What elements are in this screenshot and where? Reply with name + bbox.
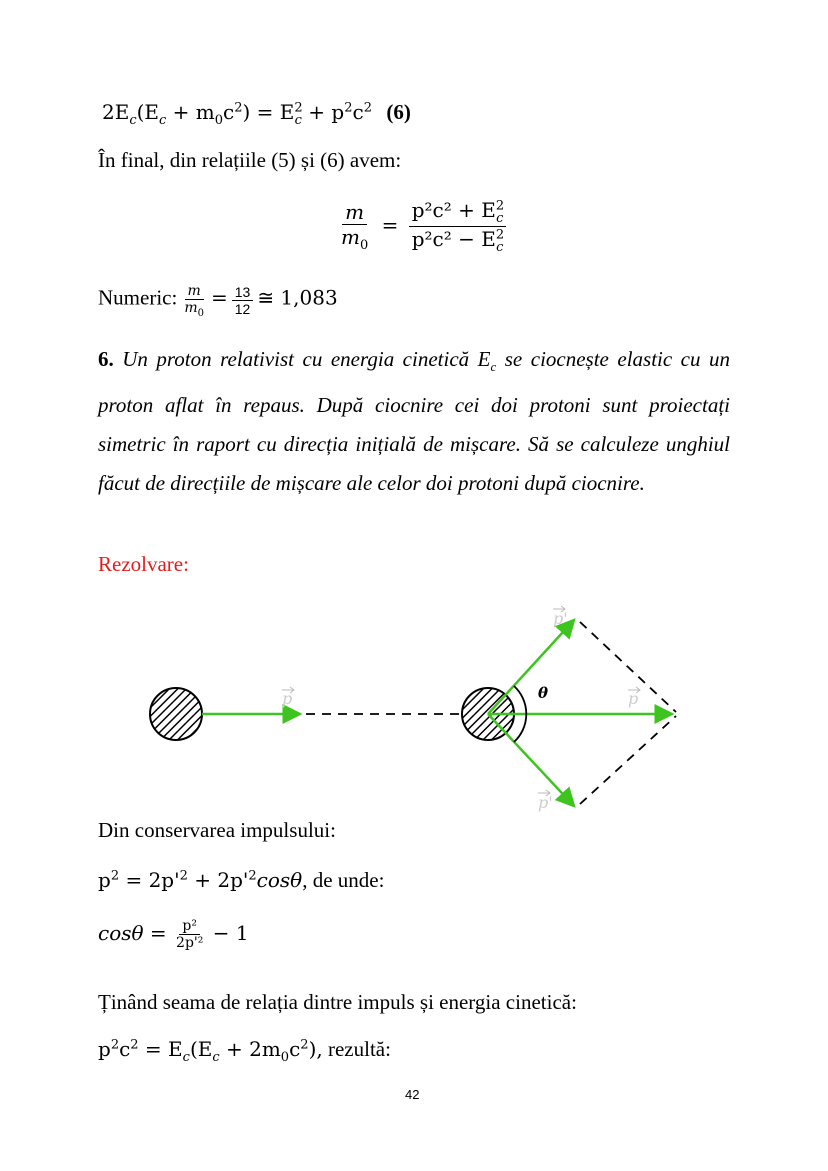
momentum-arrow-top (488, 620, 574, 714)
problem-number: 6. (98, 347, 114, 371)
equation-tag: (6) (386, 100, 411, 124)
momentum-equation: $p^2 = 2p'^2 + 2p'^2\cos\theta$, de unde: (98, 868, 385, 892)
parallelogram-bottom (580, 716, 676, 804)
problem-6: 6. Un proton relativist cu energia cinetică $E_c$ se ciocnește elastic cu un proton aflat în repaus. După ciocnire cei doi protoni sunt proiectați simetric în raport cu direcția inițială de mișcare. Să se calculeze unghiul făcut de direcțiile de mișcare ale celor doi protoni după ciocnire. (98, 347, 730, 496)
label-p-incoming: p (282, 689, 293, 708)
label-p-result: p (628, 689, 639, 708)
label-p-prime-top: p' (553, 609, 568, 628)
page-number: 42 (405, 1087, 420, 1102)
cos-equation: cosθ = $\frac{\text{p²}}{\text{2p'²}}$ − 1 (98, 918, 249, 951)
momentum-arrow-bottom (488, 714, 574, 806)
ratio-formula: $\frac{m}{m_0}$ = $\frac{p^2c^2 + E^2_c}{p^2c^2 - E^2_c}$ (338, 198, 506, 255)
label-p-prime-bottom: p' (538, 793, 553, 812)
energy-equation: $p^2c^2 = E_c(E_c + 2m_0c^2)$, rezultă: (98, 1037, 391, 1065)
numeric-line: Numeric: $\frac{m}{m_0}$ = $\frac{13}{12}$ ≅ 1,083 (98, 283, 338, 319)
label-theta: θ (538, 684, 549, 702)
solution-label: Rezolvare: (98, 552, 189, 576)
final-intro-text: În final, din relațiile (5) și (6) avem: (98, 148, 402, 172)
momentum-text: Din conservarea impulsului: (98, 818, 336, 842)
equation-6: $2E_c(E_c + m_0c^2) = E^2_c + p^2c^2$ (6) (102, 100, 411, 128)
relation-text: Ținând seama de relația dintre impuls și energia cinetică: (98, 990, 577, 1014)
incoming-proton (150, 688, 202, 740)
